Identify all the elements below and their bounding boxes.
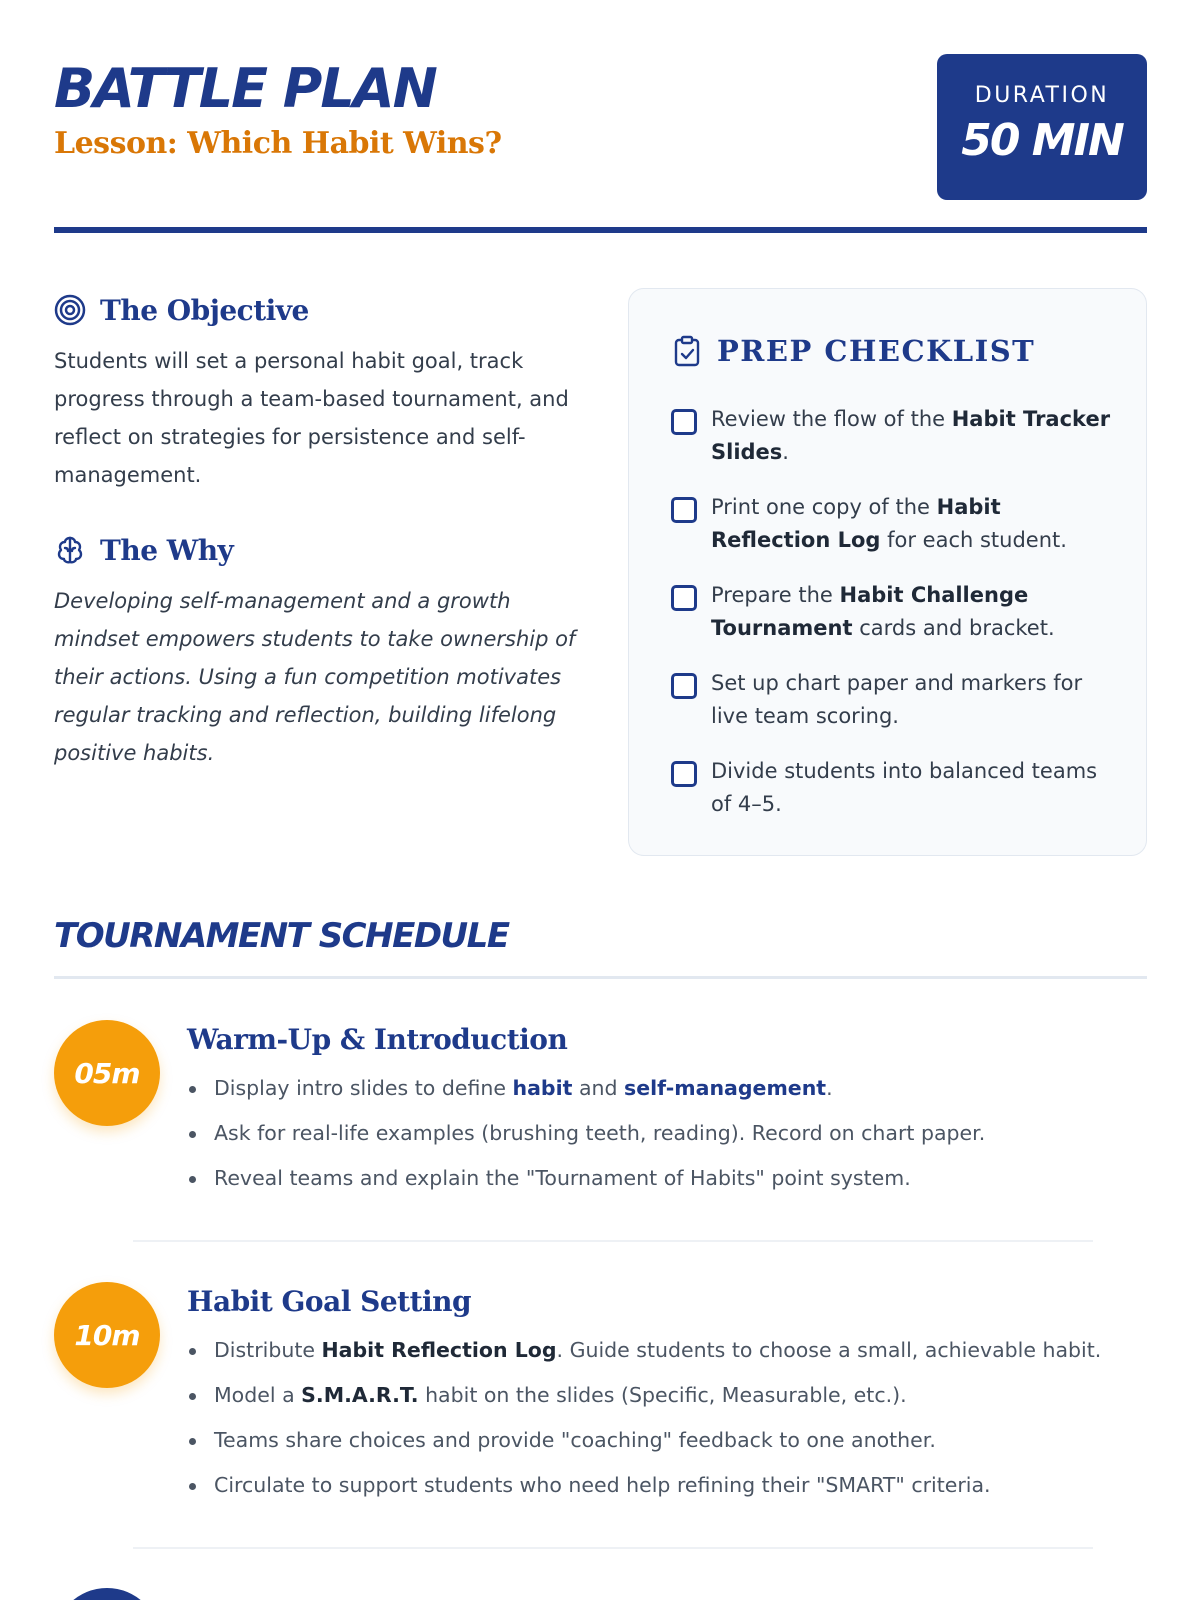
checklist-item[interactable] bbox=[671, 579, 1111, 645]
duration-badge bbox=[937, 54, 1147, 200]
checkbox[interactable] bbox=[671, 761, 697, 787]
schedule-block-body bbox=[187, 1020, 1147, 1201]
checkbox[interactable] bbox=[671, 673, 697, 699]
checklist-item-text: Set up chart paper and markers for live team scoring. bbox=[711, 671, 1083, 728]
why-heading: The Why bbox=[100, 533, 234, 567]
time-badge bbox=[54, 1588, 160, 1600]
schedule-divider bbox=[54, 976, 1147, 979]
checklist-item-text: Review the flow of the Habit Tracker Slides. bbox=[711, 407, 1111, 464]
prep-checklist-card bbox=[628, 288, 1147, 856]
checklist-items bbox=[671, 403, 1111, 843]
lesson-overview bbox=[54, 290, 584, 772]
schedule-title: TOURNAMENT SCHEDULE bbox=[54, 916, 509, 956]
duration-label: DURATION bbox=[974, 83, 1110, 108]
why-text: Developing self-management and a growth mindset empowers students to take ownership of their actions. Using a fun competition motivates regular tracking and reflection, building lifelong positive habits. bbox=[54, 589, 576, 765]
time-badge: 10m bbox=[54, 1282, 160, 1388]
target-icon bbox=[54, 294, 86, 326]
list-item: Teams share choices and provide "coaching" feedback to one another. bbox=[187, 1418, 1147, 1463]
header-divider bbox=[54, 227, 1147, 233]
checkbox[interactable] bbox=[671, 409, 697, 435]
block-divider bbox=[133, 1547, 1093, 1549]
checklist-item[interactable] bbox=[671, 403, 1111, 469]
page-title: BATTLE PLAN bbox=[54, 57, 436, 120]
checklist-item-text: Divide students into balanced teams of 4–5. bbox=[711, 759, 1098, 816]
clipboard-check-icon bbox=[671, 334, 703, 368]
list-item: Circulate to support students who need help refining their "SMART" criteria. bbox=[187, 1463, 1147, 1508]
why-heading-row bbox=[54, 530, 584, 570]
duration-value: 50 MIN bbox=[961, 115, 1123, 166]
time-badge: 05m bbox=[54, 1020, 160, 1126]
brain-icon bbox=[54, 534, 86, 566]
checklist-heading: PREP CHECKLIST bbox=[717, 334, 1036, 368]
schedule-block-list bbox=[187, 1066, 1147, 1201]
checkbox[interactable] bbox=[671, 585, 697, 611]
objective-heading-row bbox=[54, 290, 584, 330]
page-header bbox=[54, 54, 1147, 234]
checklist-item[interactable] bbox=[671, 491, 1111, 557]
checklist-item[interactable] bbox=[671, 667, 1111, 733]
schedule-block-heading: Warm-Up & Introduction bbox=[187, 1023, 568, 1056]
list-item: Distribute Habit Reflection Log. Guide students to choose a small, achievable habit. bbox=[187, 1328, 1147, 1373]
schedule-block-heading: Habit Goal Setting bbox=[187, 1285, 472, 1318]
objective-heading: The Objective bbox=[100, 293, 309, 327]
lesson-subtitle: Lesson: Which Habit Wins? bbox=[54, 126, 502, 161]
block-divider bbox=[133, 1240, 1093, 1242]
checklist-item[interactable] bbox=[671, 755, 1111, 821]
schedule-block-list bbox=[187, 1328, 1147, 1508]
checkbox[interactable] bbox=[671, 497, 697, 523]
checklist-item-text: Prepare the Habit Challenge Tournament cards and bracket. bbox=[711, 583, 1055, 640]
list-item: Model a S.M.A.R.T. habit on the slides (Specific, Measurable, etc.). bbox=[187, 1373, 1147, 1418]
checklist-item-text: Print one copy of the Habit Reflection Log for each student. bbox=[711, 495, 1067, 552]
objective-text: Students will set a personal habit goal, track progress through a team-based tournament, and reflect on strategies for persistence and self-management. bbox=[54, 349, 569, 487]
checklist-heading-row bbox=[671, 331, 1035, 371]
list-item: Ask for real-life examples (brushing teeth, reading). Record on chart paper. bbox=[187, 1111, 1147, 1156]
list-item: Reveal teams and explain the "Tournament of Habits" point system. bbox=[187, 1156, 1147, 1201]
list-item: Display intro slides to define habit and self-management. bbox=[187, 1066, 1147, 1111]
schedule-block-body bbox=[187, 1282, 1147, 1508]
